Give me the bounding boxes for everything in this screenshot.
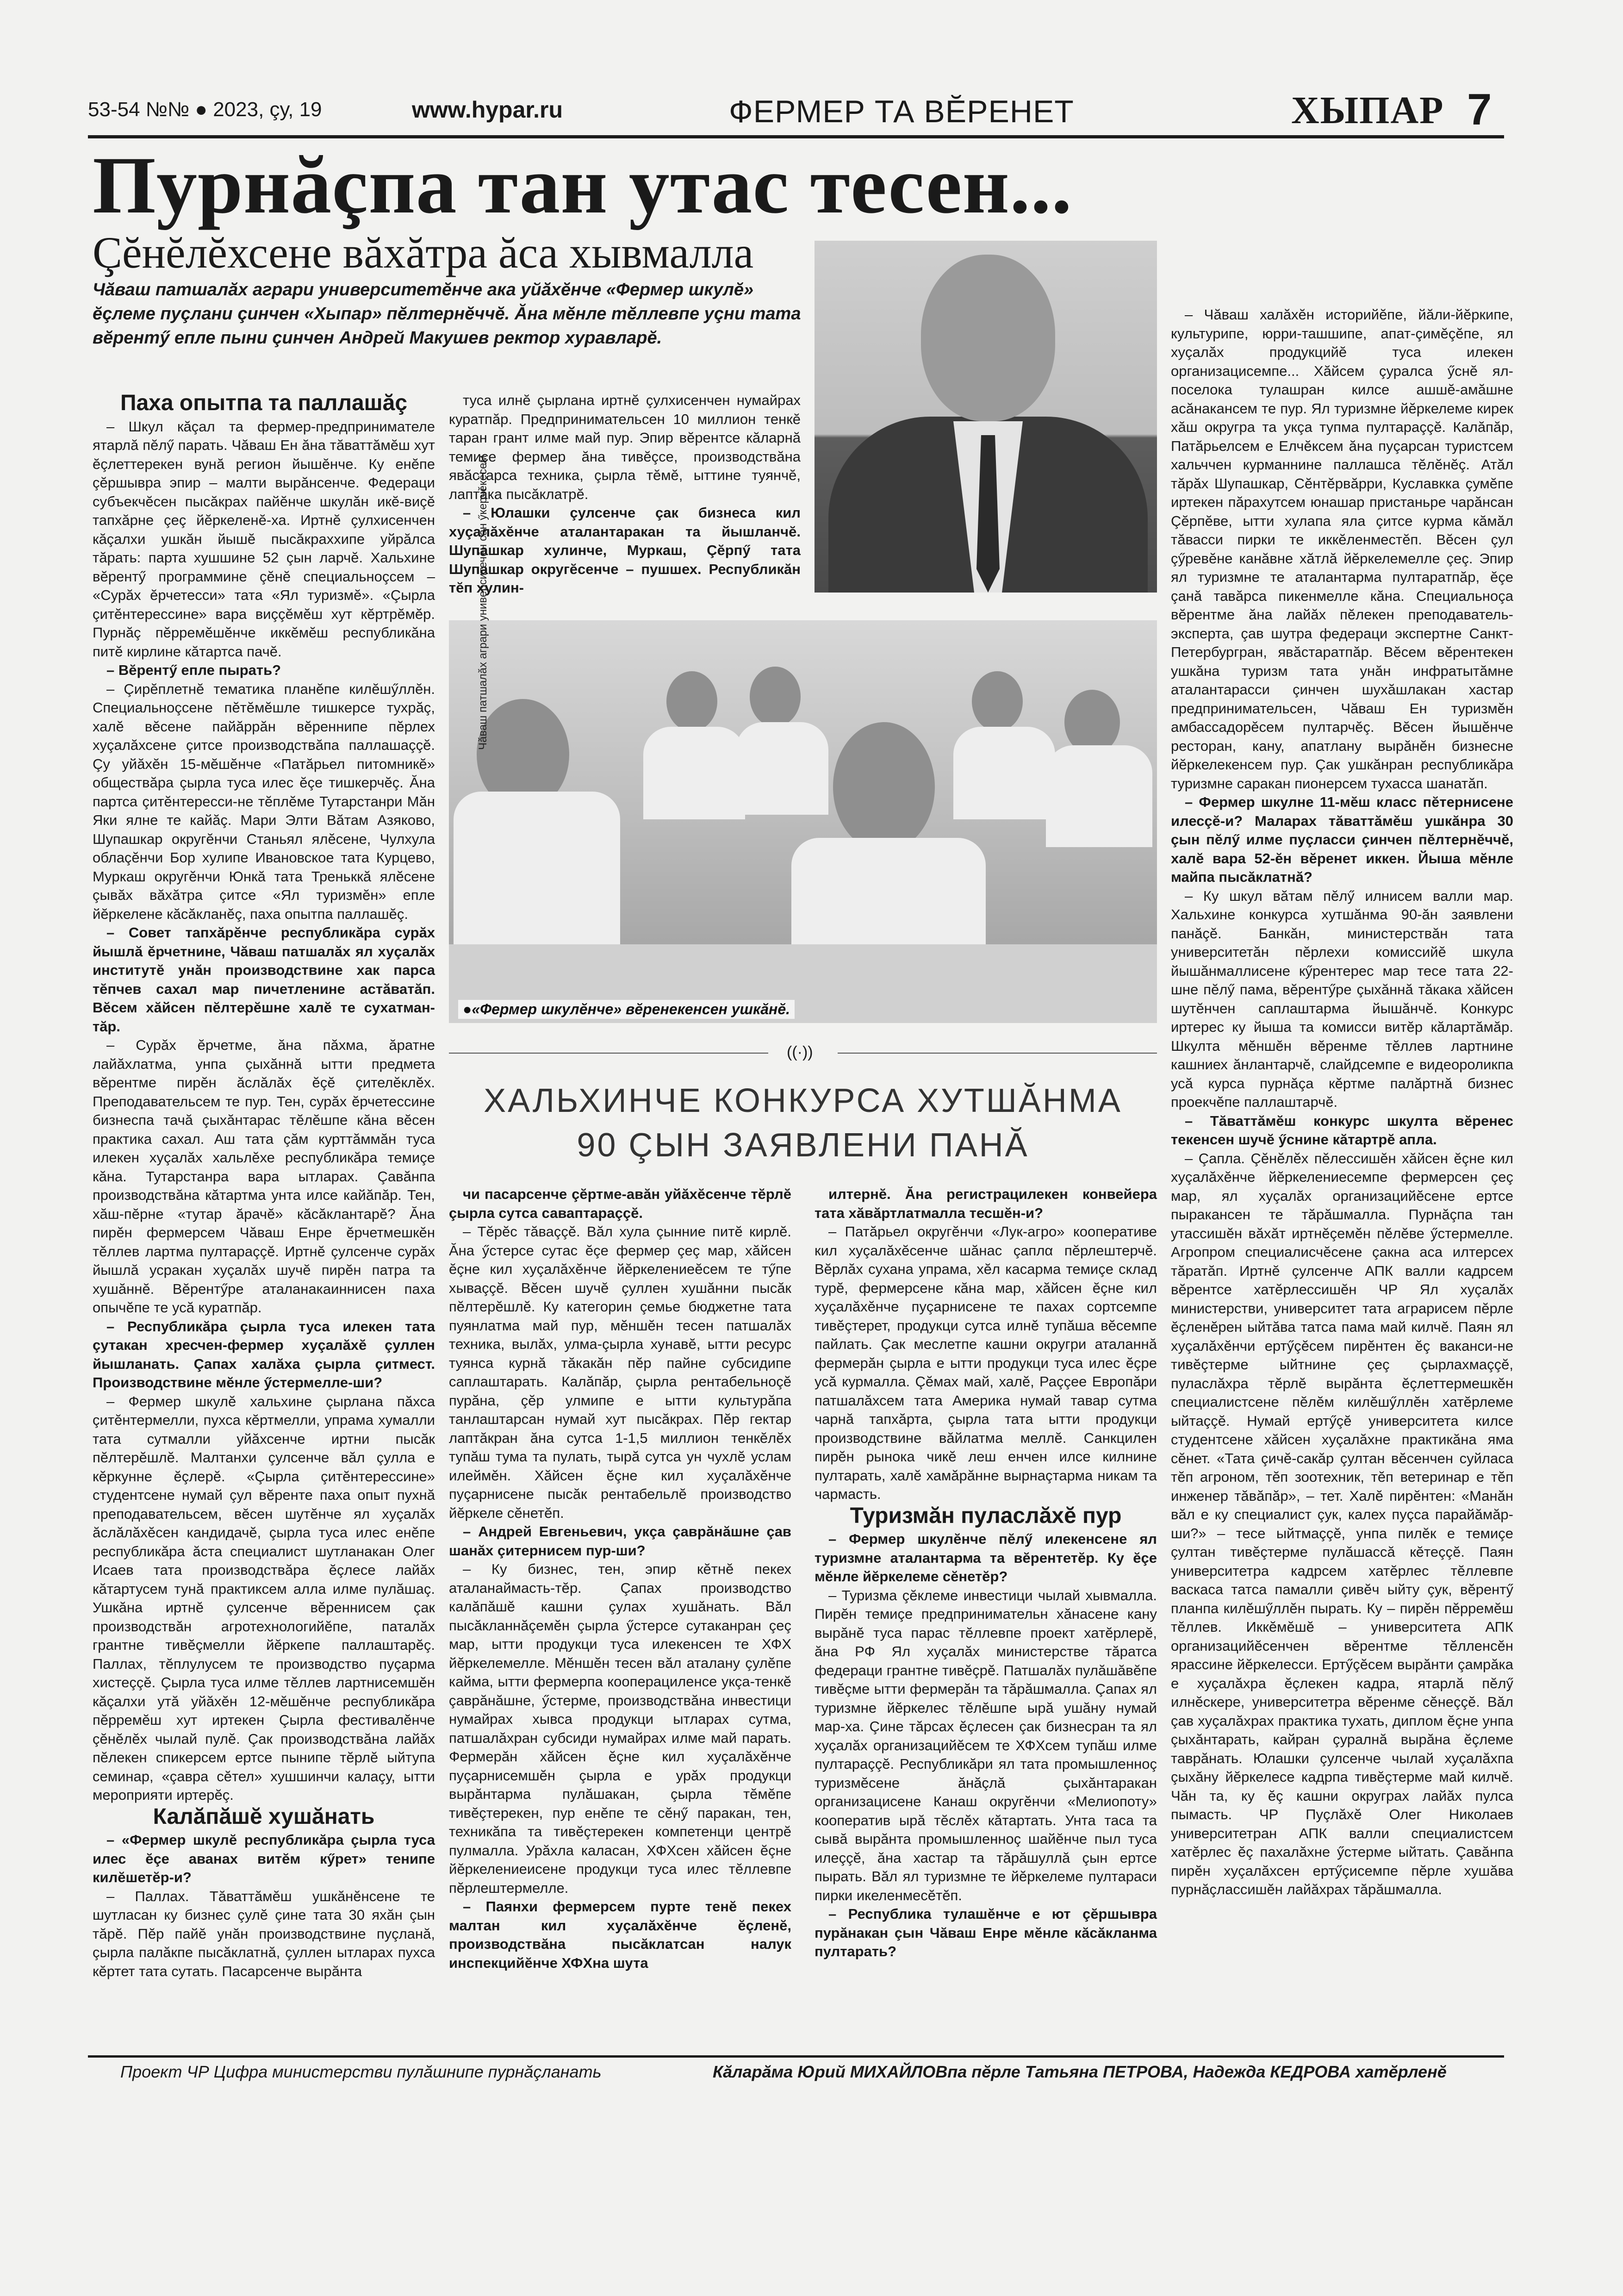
student-vest — [643, 727, 745, 819]
column-heading: Паха опытпа та паллашăç — [120, 391, 408, 415]
page-header — [88, 85, 1504, 134]
paragraph: – Ку бизнес, тен, эпир кĕтнĕ пекех аталанаймасть-тĕр. Çапах производство калăпăшĕ кашни çулах хушăнать. Вăл пысăкланнăçемĕн çырла ӳстерсе сутаканран çеç мар, ытти продукци туса илекенсен те ХФХ йĕркелемелле. Мĕншĕн тесен вăл аталану çулĕпе кайма, ытти фермерпа кооперациленсе укçа-тенкĕ çаврăнăшне, ӳстерме, производствăна инвестици нумайрах хывса продукци ытларах сутма, патшалăхран субсиди нумайрах илме май парать. Фермерăн хăйсен ĕçне кил хуçалăхĕнче пуçарнисемшĕн çырла е урăх продукци вырăнтарма пулăшакан, çырла тĕмĕпе тивĕçтерекен, пур енĕпе те сĕнӳ паракан, тен, техникăпа та тивĕçтерекен компетенци центрĕ пулмалла. Урăхла каласан, ХФХсен хăйсен ĕçне йĕркелениеисене продукци туса илес тĕллевпе пĕрлештермелле. — [449, 1561, 791, 1896]
question: – Андрей Евгеньевич, укçа çаврăнăшне çав шанăх çитернисем пур-ши? — [449, 1523, 791, 1559]
student-head — [750, 667, 801, 727]
paragraph: – Фермер шкулĕ хальхине çырлана пăхса çитĕнтермелли, пухса кĕртмелли, упрама хумалли тата сутмалли уйăхсенче иртни пысăк пĕлтерĕшлĕ. Малтанхи çулсенче вăл çулла е кĕркунне ĕçлерĕ. «Çырла çитĕнтерессине» студентсене нумай çул вĕренте паха опыт пухнă преподавательсем, вĕсен шутĕнче ял хуçалăх ăслăлăхĕсен кандидачĕ, çырла туса илес енĕпе республикăра ăста специалист шутланакан Олег Исаев тата производствăра ĕçлесе лайăх кăтартусем тунă практиксем алла илме пулăшаç. Ушкăна иртнĕ çулсенче вĕреннисем çак производствăн агротехнологийĕпе, паталăх грантне тивĕçмелли йĕркепе паллаштарĕç. Паллах, тĕплулусем те производство пуçарма хистеççĕ. Çырла туса илме тĕллев лартнисемшĕн кăçалхи утă уйăхĕн 12-мĕшĕнче республикăра пĕрремĕш хут иртекен Çырла фестивалĕнче çĕнĕлĕх чылай пулĕ. Çак производствăна лайăх пĕлекен спикерсем ертсе пынипе тĕрлĕ ыйтупа семинар, «çавра сĕтел» хушшинчи калаçу, ытти мероприяти иртерĕç. — [93, 1393, 435, 1803]
paragraph: – Çирĕплетнĕ тематика планĕпе килĕшӳллĕн. Специальноçсене пĕтĕмĕшле тишкерсе тухрăç, халĕ вĕсене пайăррăн вĕреннипе пĕрлех хуçалăхсене çитсе производствăпа паллашаççĕ. Çу уйăхĕн 15-мĕшĕнче «Патăрьел питомникĕ» обществăра çырла туса илес ĕçе тишкерчĕç. Ăна партса çитĕнтересси-не тĕплĕме Тутарстанри Мăн Яки ялне те кайăç. Мари Элти Вăтам Азяково, Шупашкар округĕнчи Станьял ялĕсене, Чулхула облаçĕнчи Бор хулипе Ивановское тата Курцево, Муркаш округĕнчи Юнкă тата Треньккă ялĕсене çывăх вăхăтра çитсе «Ял туризмĕн» епле йĕркелене кăсăкланĕç, паха опытпа паллашĕç. — [93, 680, 435, 922]
masthead-logo: ХЫПАР — [1291, 89, 1444, 132]
article-column-3b — [815, 1185, 1157, 1961]
paragraph: – Шкул кăçал та фермер-предпринимателе ятарлă пĕлӳ парать. Чăваш Ен ăна тăваттăмĕш хут ĕçлеттерекен вунă регион йышĕнче. Ку енĕпе çĕршывра эпир – малти вырăнсенче. Федераци субъекчĕсен пысăкрах пайĕнче шкулăн икĕ-виçĕ тапхăрне çеç йĕркеленĕ-ха. Иртнĕ çулхисенчен кăçалхи ушкăн йышĕ пысăкраххипе уйрăлса тăрать: парта хушшине 52 çын ларчĕ. Хальхине вĕрентӳ программине çĕнĕ специальноçсем – «Сурăх ĕрчетесси» тата «Ял туризмĕ». «Çырла çитĕнтерессине» вара виççĕмĕш хут кĕртрĕмĕр. Пурнăç пĕрремĕшĕнче иккĕмĕш республикăна питĕ кирлине кăтартса пачĕ. — [93, 418, 435, 660]
article-column-1 — [93, 391, 435, 1981]
paragraph: – Паллах. Тăваттăмĕш ушкăнĕнсене те шутласан ку бизнес çулĕ çине тата 30 яхăн çын тăрĕ. Пĕр пайĕ унăн производствине пуçланă, çырла палăкпе пысăклатнă, çуллен ытларах пухса кĕртет тата сутать. Пасарсенче вырăнта — [93, 1888, 435, 1979]
paragraph: – Ку шкул вăтам пĕлӳ илнисем валли мар. Хальхине конкурса хутшăнма 90-ăн заявлени панăçĕ. Банкăн, министерствăн тата университетăн пĕрлехи комиссийĕ шкула йышăнмаллисене кӳрентерес мар тесе тата 22-шне пĕлӳ пама, вĕрентӳре çыхăннă тăкака хăйсен шутĕнчен саплаштарма йышăнчĕ. Конкурс иртерес ку йыша та комисси витĕр кăлартăмăр. Шкулта мĕншĕн вĕренме тĕллев лартнине кашниех ăнлантарчĕ, слайдсемпе е видеороликпа усă курса пурнăçа кĕртме палăртнă бизнес проекчĕпе паллаштарчĕ. — [1171, 887, 1513, 1110]
ornament-icon: ((·)) — [787, 1043, 813, 1061]
pull-quote-line-1: ХАЛЬХИНЧЕ КОНКУРСА ХУТШĂНМА — [484, 1082, 1122, 1119]
article-subheadline: Çĕнĕлĕхсене вăхăтра ăса хывмалла — [93, 228, 754, 277]
question: – Вĕрентӳ епле пырать? — [106, 662, 281, 678]
student-head — [1064, 690, 1120, 755]
question: – Совет тапхăрĕнче республикăра сурăх йышлă ĕрчетнине, Чăваш патшалăх ял хуçалăх институтĕ унăн производствине хак парса тĕпчев сахал мар пичетленине астăватăп. Вĕсем хăйсен пĕлтерĕшне халĕ те сухатман-тăр. — [93, 924, 435, 1035]
article-column-2 — [449, 391, 801, 598]
pull-quote — [449, 1079, 1157, 1167]
question: – Фермер шкулне 11-мĕш класс пĕтернисене илесçĕ-и? Маларах тăваттăмĕш ушкăнра 30 çын пĕлӳ илме пуçласси çинчен пĕлтернĕччĕ, халĕ вара 52-ĕн вĕренет иккен. Йыша мĕнле майпа пысăклатнă? — [1171, 794, 1513, 885]
paragraph: – Çапла. Çĕнĕлĕх пĕлессишĕн хăйсен ĕçне кил хуçалăхĕнче йĕркелениесемпе фермерсен çеç мар, ял хуçалăх организацийĕсене ертсе пыракансен те тăрăшмалла. Пурнăçпа тан утассишĕн вăхăт иртнĕçемĕн пĕлĕве ӳстермелле. Агропром специалисчĕсене çакна аса илтерсех тăратăп. Иртнĕ çулсенче АПК валли кадрсем вĕрентсе хатĕрлессишĕн ЧР Ял хуçалăх министерстви, университет тата аграрисем пĕрле ĕçленĕрен ыйтăва татса пама май килчĕ. Паян ял хуçалăхĕнчи ертӳçĕсем пирĕнтен ĕç ваканси-не тивĕçтерме ыйтнине çеç çырлахмаççĕ, пуласлăхра тĕрлĕ вырăнта ĕçлеттермешкĕн специалистсене пĕлĕм килĕшӳллĕн хатĕрлеме ыйтаççĕ. Нумай ертӳçĕ университета килсе студентсене хăйсен хуçалăхне практикăна яма сĕнет. «Тата çичĕ-сакăр çултан вĕсенчен суйласа тĕп агроном, тĕп зоотехник, тĕп ветеринар е тĕп инженер тăвăпăр», – тет. Халĕ пирĕнтен: «Манăн вăл е ку специалист çук, калех пуçса парайăмăр-ши?» – тесе ыйтмаççĕ, унпа пилĕк е темиçе çултан тивĕçтерме пулăшассă кĕтеççĕ. Паян университетра кадрсем хатĕрлес тĕллевпе васкаса татса памалли çивĕч ыйту çук, вĕрентӳ планпа килĕшӳллĕн пырать. Ку – пирĕн пĕрремĕш тĕллев. Иккĕмĕшĕ – университета АПК организацийĕсенчен вĕрентме тĕлленсĕн ярассине йĕркелесси. Ертӳçĕсем вырăнти çамрăка е хуçалăхра ĕçлекен кадра, ятарлă пĕлӳ илнĕскере, университетра вĕренме сĕнеççĕ. Вăл çав хуçалăхрах практика тухать, диплом ĕçне унпа çыхăнтарать, кайран çуралнă вырăна ĕçлеме таврăнать. Юлашки çулсенче чылай хуçалăхпа çыхăну йĕркелесе кадрпа тивĕçтерме май килчĕ. Чăн та, ку ĕç кашни округрах лайăх пулса пымасть. ЧР Пуçлăхĕ Олег Николаев университетран АПК валли специалистсем хатĕрлес ĕç пахалăхне ӳстерме ыйтать. Çавăнпа пирĕн хуçалăхсен ертӳçисемпе пĕрле хушăва пурнăçлассишĕн лайăхрах тăрăшмалла. — [1171, 1150, 1513, 1897]
photo-credit: Чăваш патшалăх аграри университечĕн сăн ӳкерчĕкĕсем — [477, 455, 489, 750]
section-title: ФЕРМЕР ТА ВĔРЕНЕТ — [729, 94, 1074, 129]
paragraph: – Туризма çĕклеме инвестици чылай хывмалла. Пирĕн темиçе предпринимательн хăнасене кану вырăнĕ туса парас тĕллевпе проект хатĕрлерĕ, ăна РФ Ял хуçалăх министерстве тăратса федераци грантне тивĕçрĕ. Патшалăх пулăшăвĕпе тивĕçме ытти фермерăн та тăрăшмалла. Çапах ял туризмне йĕркелес тĕлĕшпе ырă ушăну нумай мар-ха. Çине тăрсах ĕçлесен çак бизнесран та ял хуçалăх организацийĕсем те ХФХсем тупăш илме пултараççĕ. Республикăри ял тата промышленноç туризмĕсене ăнăçлă çыхăнтаракан организацисене Канаш округĕнчи «Мелиопоту» кооператив ырă тĕслĕх кăтартать. Унта таса та сывă вырăнта промышленноç шайĕнче пыл туса илеççĕ, ăна хастар та тăрăшуллă çын ертсе пырать. Вăл ял туризмне те йĕркелеме пултараси пирки икеленмесĕтĕп. — [815, 1587, 1157, 1903]
header-rule — [88, 135, 1504, 138]
paragraph: – Тĕрĕс тăваççĕ. Вăл хула çынние питĕ кирлĕ. Ăна ӳстерсе сутас ĕçе фермер çеç мар, хăйсен ĕçне кил хуçалăхĕнче йĕркелениеĕсем те тӳпе хываççĕ. Вĕсен шучĕ çуллен хушăнни пысăк пĕлтерĕшлĕ. Ку категорин çемье бюджетне тата пуянлатма май пур, мĕншĕн тесен патшалăх техника, вылăх, улма-çырла хунавĕ, ытти ресурс туянса курнă тăкакăн пĕр пайне субсидипе саплаштарать. Калăпăр, çырла рентабельноçĕ пурăна, çĕр улмипе е ытти культурăпа танлаштарсан нумай хут пысăкрах. Пĕр гектар лаптăкран ăна сутса 1-1,5 миллион тенкĕлĕх тупăш тума та пулать, тырă сутса ун чухлĕ услам илеймĕн. Хăйсен ĕçне кил хуçалăхĕнче пуçарнисене пысăк рентабельлĕ производство йĕркеле сĕнетĕп. — [449, 1223, 791, 1521]
article-headline: Пурнăçпа тан утас тесен... — [93, 140, 1072, 231]
photo-caption: ●«Фермер шкулĕнче» вĕренекенсен ушкăнĕ. — [458, 1000, 795, 1019]
student-head — [666, 671, 717, 731]
student-vest — [953, 727, 1055, 819]
website-link[interactable]: www.hypar.ru — [412, 97, 563, 123]
question: – Фермер шкулĕнче пĕлӳ илекенсене ял туризмне аталантарма та вĕрентетĕр. Ку ĕçе мĕнле йĕркелеме сĕнетĕр? — [815, 1531, 1157, 1585]
portrait-head — [921, 255, 1055, 421]
question: – Юлашки çулсенче çак бизнеса кил хуçалăхĕнче аталантаракан та йышланчĕ. Шупашкар хулинче, Муркаш, Çĕрпӳ тата Шупашкар округĕсенче – пушшех. Республикăн тĕп хулин- — [449, 505, 801, 596]
pull-quote-line-2: 90 ÇЫН ЗАЯВЛЕНИ ПАНĂ — [577, 1127, 1029, 1164]
question: – Республикăра çырла туса илекен тата çутакан хресчен-фермер хуçалăхĕ çуллен йышланать. Çапах халăха çырла çитмест. Производствине мĕнле ӳстермелле-ши? — [93, 1318, 435, 1391]
article-column-2b — [449, 1185, 791, 1972]
issue-info: 53-54 №№ ● 2023, çу, 19 — [88, 98, 322, 121]
question: – «Фермер шкулĕ республикăра çырла туса илес ĕçе аванах витĕм кӳрет» тенипе килĕшетĕр-и? — [93, 1832, 435, 1885]
column-heading: Туризмăн пуласлăхĕ пур — [850, 1503, 1122, 1528]
student-vest — [736, 722, 828, 815]
footer-project-note: Проект ЧР Цифра министерстви пулăшнипе пурнăçланать — [120, 2062, 602, 2081]
paragraph: туса илнĕ çырлана иртнĕ çулхисенчен нумайрах куратпăр. Предпринимательсен 10 миллион тенкĕ таран грант илме май пур. Эпир вĕрентсе кăларнă темиçе фермер ăна тивĕçсе, производствăна явăстарса техника, çырла тĕмĕ, ыттине туянчĕ, лаптăка пысăклатрĕ. — [449, 392, 801, 502]
article-lead: Чăваш патшалăх аграри университетĕнче ака уйăхĕнче «Фермер шкулĕ» ĕçлеме пуçлани çинчен «Хыпар» пĕлтернĕччĕ. Ăна мĕнле тĕллевпе уçни тата вĕрентӳ епле пыни çинчен Андрей Макушев ректор хуравларĕ. — [93, 280, 801, 348]
ornament-line — [449, 1053, 768, 1054]
article-column-4 — [1171, 306, 1513, 1899]
student-head — [972, 671, 1023, 731]
question: – Паянхи фермерсем пурте тенĕ пекех малтан кил хуçалăхĕнче ĕçленĕ, производствăна пысăклатсан налук инспекцийĕнче ХФХна шута — [449, 1898, 791, 1971]
ornament-line — [838, 1053, 1157, 1054]
footer-rule — [88, 2055, 1504, 2058]
question: илтернĕ. Ăна регистрацилекен конвейера тата хăвăртлатмалла тесшĕн-и? — [815, 1186, 1157, 1221]
page-number: 7 — [1467, 85, 1492, 134]
question: – Тăваттăмĕш конкурс шкулта вĕренес текенсен шучĕ ӳснине кăтартрĕ апла. — [1171, 1112, 1513, 1148]
question: чи пасарсенче çĕртме-авăн уйăхĕсенче тĕрлĕ çырла сутса саваптараççĕ. — [449, 1186, 791, 1221]
question: – Республика тулашĕнче е ют çĕршывра пурăнакан çын Чăваш Енре мĕнле кăсăкланма пултарать? — [815, 1906, 1157, 1959]
rector-portrait-photo — [815, 241, 1157, 593]
column-heading: Калăпăшĕ хушăнать — [153, 1804, 375, 1829]
student-head — [833, 722, 935, 852]
footer-credits: Кăларăма Юрий МИХАЙЛОВпа пĕрле Татьяна ПЕТРОВА, Надежда КЕДРОВА хатĕрленĕ — [713, 2062, 1447, 2081]
student-vest — [1046, 745, 1152, 847]
paragraph: – Чăваш халăхĕн историйĕпе, йăли-йĕркипе, культурипе, юрри-ташшипе, апат-çимĕçĕпе, ял хуçалăх продукцийĕ туса илекен организацисемпе... Хăйсем çуралса ӳснĕ ял-поселока тулашран килсе ашшĕ-амăшне асăнакансем те пур. Ял туризмне йĕркелеме кирек хăш округра та укçа тупма пултараççĕ. Калăпăр, Патăрьелсем е Елчĕксем ăна пуçарсан туристсем хальччен курманнине паллашса тĕлĕнĕç. Атăл тăрăх Шупашкар, Сĕнтĕрвăрри, Куславкка çумĕпе иртекен пăрахутсем юнашар пристаньре чарăнсан Çĕрпĕве, ытти хулапа яла çитсе курма кăмăл тăвасси пирки те иккĕленместĕп. Вĕсен çул çӳревĕне канăвне хăтлă йĕркелемелле çеç. Эпир ял туризмне те аталантарма пултаратпăр, ĕçе çанă тавăрса пикенмелле кăна. Специальноçа вĕрентме ăна лайăх пĕлекен преподаватель-эксперта, çав шутра федераци экспертне Санкт-Петербургран, явăстаратпăр. Вĕсем вĕрентекен ушкăна туризм тата унăн инфратытăмне аталантарасси çинчен шухăшлакан хастар предпринимательсен, Чăваш Ен туризмĕн амбассадорĕсем пултарчĕç. Вĕсен йышĕнче ресторан, кану, апатлану вырăнĕн бизнесне йĕркелекенсем пур. Çак ушкăнран республикăра туризмне саракан пионерсем тухасса шанатăп. — [1171, 306, 1513, 792]
ornament-divider — [449, 1043, 1157, 1061]
students-group-photo — [449, 620, 1157, 1023]
paragraph: – Патăрьел округĕнчи «Лук-агро» кооперативе кил хуçалăхĕсенче шăнас çаплα пĕрлештерчĕ. Вĕрлăх сухана упрама, хĕл касарма темиçе склад турĕ, фермерсене кăна мар, хăйсен ĕçне кил хуçалăхĕнче пуçарнисене те пахах сортсемпе тивĕçтерет, продукци сутса илнĕ тупăша вĕсемпе пайлать. Çак меслетпе кашни округри аталаннă фермерăн çырла е ытти продукци туса илес ĕçре усă курмалла. Çĕмах май, халĕ, Раççее Европăри патшалăхсем тата Америка нумай тавар сутма чарнă тапхăрта, çырла тата ытти продукци производствине вăйлатма меллĕ. Санкцилен пирĕн рынока чикĕ леш енчен илсе килнине пултарать, халĕ хамăрăнне вырнаçтарма никам та чармасть. — [815, 1223, 1157, 1502]
paragraph: – Сурăх ĕрчетме, ăна пăхма, ăратне лайăхлатма, унпа çыхăннă ытти предмета вĕрентме пирĕн ăслăлăх ĕçĕ çителĕклĕх. Преподавательсем те пур. Тен, сурăх ĕрчетессине бизнеспа тачă çыхăнтарас тĕлĕшпе кăна вĕсен практика сахал. Аш тата çăм курттăммăн туса илекен хуçалăх хальлĕхе республикăра темиçе кăна. Тутарстанра вара ытларах. Çавăнпа производствăна кăтартма унта илсе кайăпăр. Тен, хăш-пĕрне «тутар ăрачĕ» кăсăклантарĕ? Ăна пирĕн фермерсем Чăваш Енре ĕрчетмешкĕн тĕллев лартма пултараççĕ. Иртнĕ çулсенче сурăх йышлă усракан хуçалăх шучĕ пирĕн патра та хушăннĕ. Вĕрентӳре аталанакаиннисен паха опычĕпе те усă куратпăр. — [93, 1037, 435, 1316]
